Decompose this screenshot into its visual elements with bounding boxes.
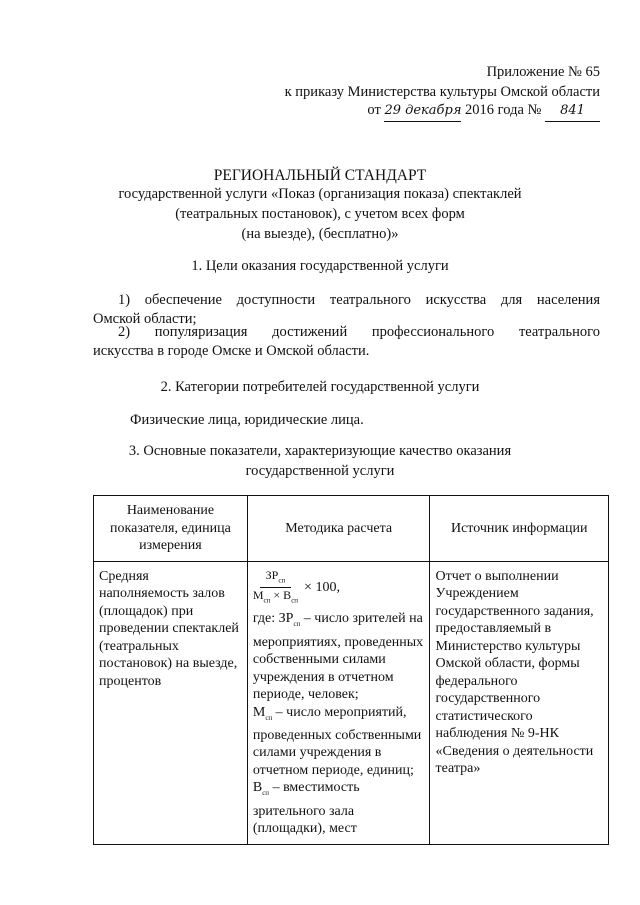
- consumer-categories: Физические лица, юридические лица.: [130, 412, 364, 428]
- section-3-heading-line: государственной услуги: [245, 463, 395, 479]
- method-term-3: $В_{сп}$ – вместимость зрительного зала (площадки), мест: [252, 780, 360, 837]
- method-term-1: где: $ЗР_{сп}$ – число зрителей на мероприятиях, проведенных собственными силами учреждения в отчетном периоде, человек;: [252, 611, 424, 703]
- column-header: Наименование показателя, единица измерения: [94, 496, 248, 562]
- information-source: Отчет о выполнении Учреждением государственного задания, предоставляемый в Министерство культуры Омской области, формы федерального государственного статистического наблюдения № 9-НК «Сведения о деятельности театра»: [430, 561, 609, 844]
- order-date-line: [367, 100, 600, 122]
- document-title: РЕГИОНАЛЬНЫЙ СТАНДАРТ: [213, 167, 427, 184]
- formula-denominator: $М_{сп} \times В_{сп}$: [252, 587, 299, 605]
- appendix-number: Приложение № 65: [486, 64, 600, 80]
- goal-item-2-cont: искусства в городе Омске и Омской области.: [93, 343, 370, 359]
- formula: [253, 568, 425, 608]
- handwritten-number: 841: [545, 101, 600, 122]
- method-term-2: $М_{сп}$ – число мероприятий, проведенных собственными силами учреждения в отчетном периоде, единиц;: [252, 704, 422, 778]
- section-3-heading: [40, 441, 600, 481]
- handwritten-date: 29 декабря: [384, 101, 461, 122]
- subtitle-line: (театральных постановок), с учетом всех форм: [175, 206, 465, 222]
- date-suffix: 2016 года №: [465, 102, 542, 118]
- formula-fraction: [253, 568, 298, 608]
- table-header-row: [94, 496, 609, 562]
- table-row: [94, 561, 609, 844]
- formula-numerator: $ЗР_{сп}$: [260, 568, 292, 588]
- column-header: Методика расчета: [247, 496, 430, 562]
- calculation-method: [247, 561, 430, 844]
- goal-item-1-cont: Омской области;: [93, 311, 197, 327]
- section-3-heading-line: 3. Основные показатели, характеризующие качество оказания: [128, 443, 512, 459]
- column-header: Источник информации: [430, 496, 609, 562]
- date-prefix: от: [367, 102, 381, 118]
- section-1-heading: 1. Цели оказания государственной услуги: [191, 258, 449, 274]
- subtitle-line: (на выезде), (бесплатно)»: [241, 226, 399, 242]
- document-subtitle: [40, 184, 600, 244]
- indicators-table: [93, 495, 609, 845]
- section-2-heading: 2. Категории потребителей государственной услуги: [160, 379, 480, 395]
- indicator-name: Средняя наполняемость залов (площадок) при проведении спектаклей (театральных постановок) на выезде, процентов: [94, 561, 248, 844]
- goal-item-1: 1) обеспечение доступности театрального искусства для населения: [118, 292, 600, 308]
- formula-multiplier: × 100,: [304, 579, 340, 595]
- goal-item-2: 2) популяризация достижений профессионального театрального: [118, 324, 600, 340]
- order-reference: к приказу Министерства культуры Омской области: [284, 84, 600, 100]
- subtitle-line: государственной услуги «Показ (организация показа) спектаклей: [118, 186, 522, 202]
